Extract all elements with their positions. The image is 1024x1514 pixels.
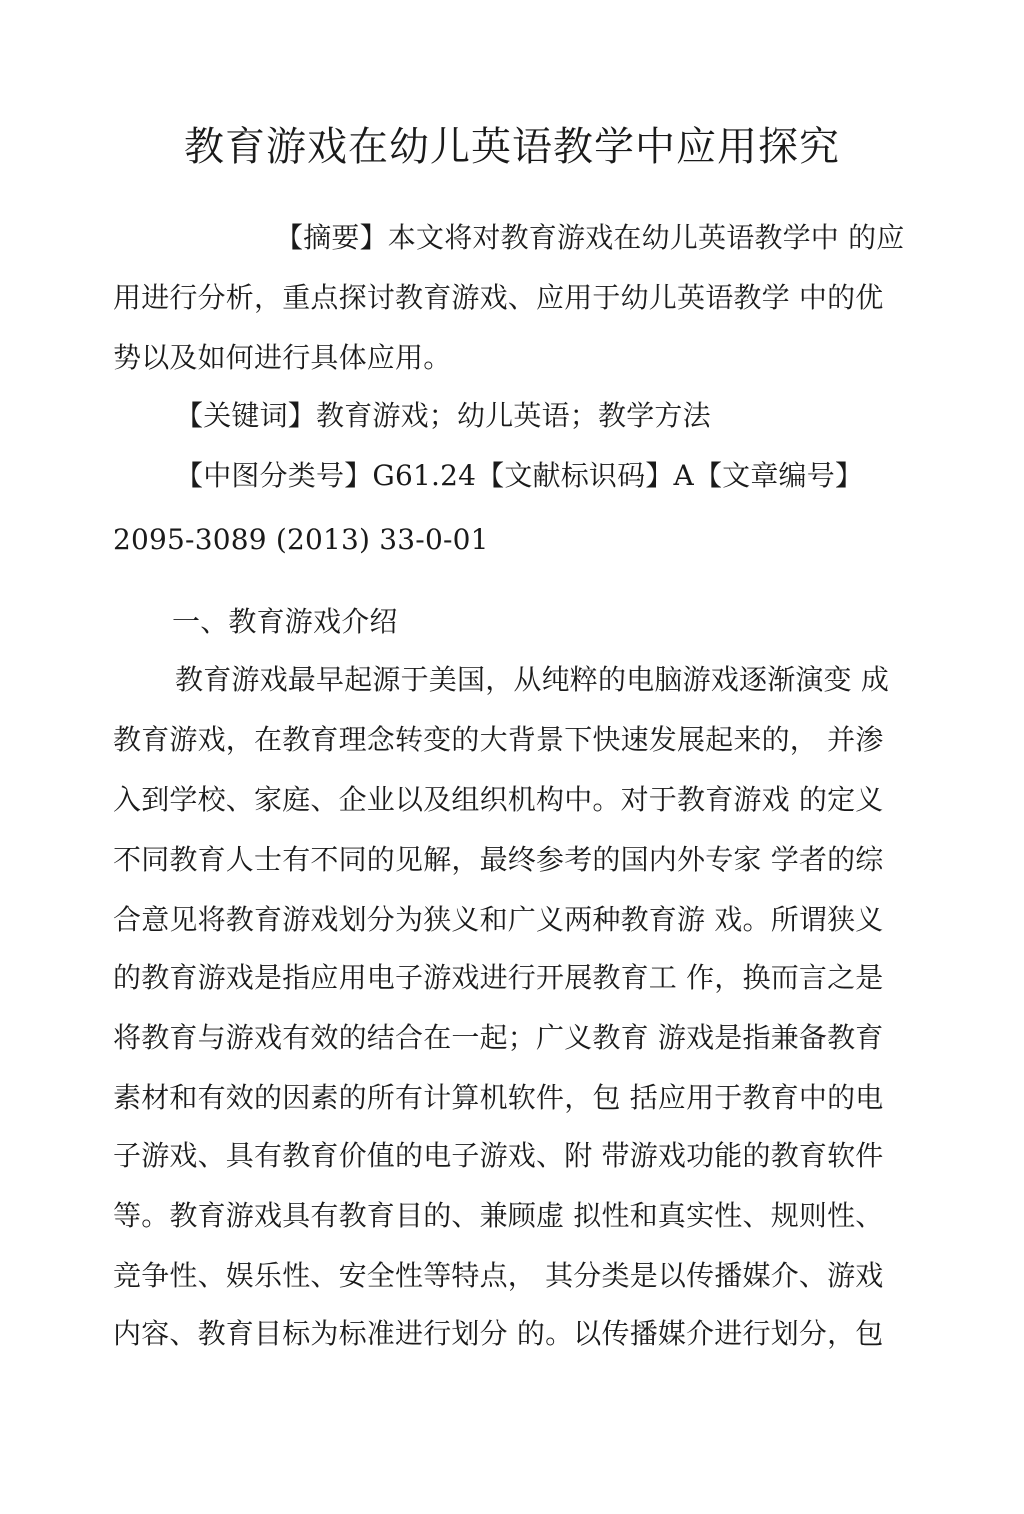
body-line: 内容、教育目标为标准进行划分 的。以传播媒介进行划分，包 <box>113 1317 884 1350</box>
body-line: 教育游戏，在教育理念转变的大背景下快速发展起来的， 并渗 <box>113 723 884 756</box>
body-line: 不同教育人士有不同的见解，最终参考的国内外专家 学者的综 <box>113 843 884 876</box>
abstract-line: 用进行分析，重点探讨教育游戏、应用于幼儿英语教学 中的优 <box>113 281 884 314</box>
body-line: 入到学校、家庭、企业以及组织机构中。对于教育游戏 的定义 <box>113 783 884 816</box>
abstract-line: 【摘要】本文将对教育游戏在幼儿英语教学中 的应 <box>275 221 905 254</box>
keywords-line: 【关键词】教育游戏；幼儿英语；教学方法 <box>175 399 711 432</box>
body-line: 合意见将教育游戏划分为狭义和广义两种教育游 戏。所谓狭义 <box>113 903 884 936</box>
body-line: 素材和有效的因素的所有计算机软件，包 括应用于教育中的电 <box>113 1081 884 1114</box>
abstract-line: 势以及如何进行具体应用。 <box>113 341 452 374</box>
body-line: 的教育游戏是指应用电子游戏进行开展教育工 作，换而言之是 <box>113 961 884 994</box>
document-title: 教育游戏在幼儿英语教学中应用探究 <box>184 123 840 170</box>
body-line: 将教育与游戏有效的结合在一起；广义教育 游戏是指兼备教育 <box>113 1021 884 1054</box>
classification-line: 【中图分类号】G61.24【文献标识码】A【文章编号】 <box>175 459 864 492</box>
section-heading: 一、教育游戏介绍 <box>172 605 398 638</box>
body-line: 竞争性、娱乐性、安全性等特点， 其分类是以传播媒介、游戏 <box>113 1259 884 1292</box>
article-number: 2095-3089 (2013) 33-0-01 <box>113 523 489 556</box>
body-line: 子游戏、具有教育价值的电子游戏、附 带游戏功能的教育软件 <box>113 1139 884 1172</box>
body-line: 教育游戏最早起源于美国，从纯粹的电脑游戏逐渐演变 成 <box>175 663 890 696</box>
body-line: 等。教育游戏具有教育目的、兼顾虚 拟性和真实性、规则性、 <box>113 1199 884 1232</box>
